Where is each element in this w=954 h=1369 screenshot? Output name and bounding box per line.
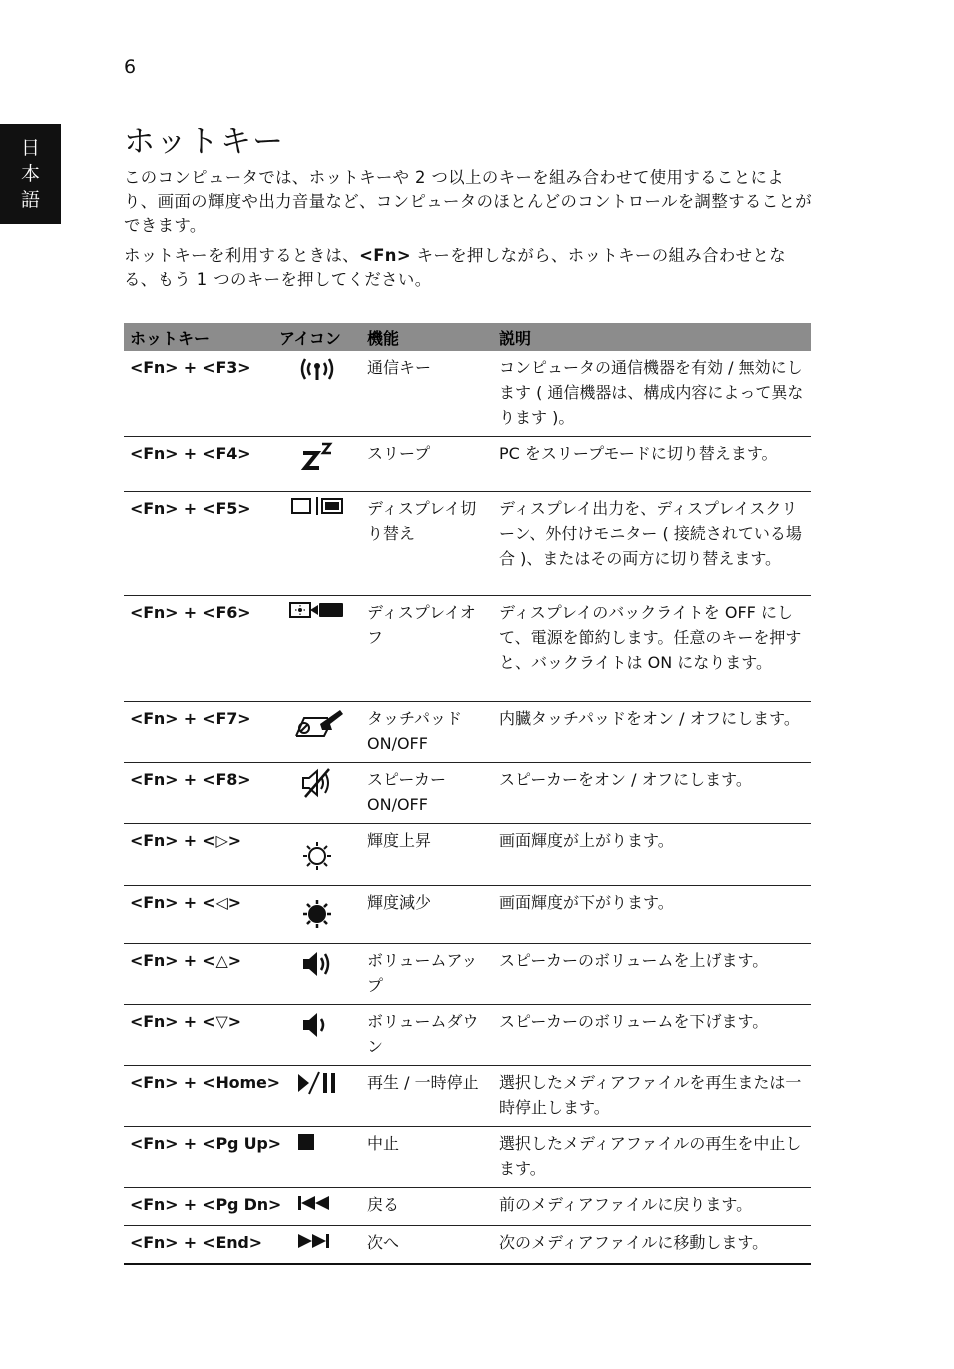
icon-cell: [273, 702, 361, 763]
description-cell: ディスプレイのバックライトを OFF にして、電源を節約します。任意のキーを押すと、バックライトは ON になります。: [493, 596, 811, 702]
usage-text-start: ホットキーを利用するときは、: [124, 246, 360, 265]
hotkey-cell: <Fn> + <F5>: [124, 492, 273, 596]
table-row: [124, 763, 811, 824]
function-cell: スピーカー ON/OFF: [361, 763, 493, 824]
icon-cell: [273, 1066, 361, 1127]
hotkey-cell: <Fn> + <F6>: [124, 596, 273, 702]
display-off-icon: [288, 600, 346, 620]
hotkey-cell: <Fn> + <End>: [124, 1226, 273, 1265]
header-function: 機能: [361, 323, 493, 351]
function-cell: ディスプレイオフ: [361, 596, 493, 702]
language-tab-char: 語: [20, 189, 40, 211]
hotkey-cell: <Fn> + <F7>: [124, 702, 273, 763]
hotkey-cell: <Fn> + <Home>: [124, 1066, 273, 1127]
hotkey-cell: <Fn> + <Pg Dn>: [124, 1188, 273, 1226]
icon-cell: [273, 437, 361, 492]
brightness-down-icon: [301, 898, 333, 930]
table-row: [124, 702, 811, 763]
table-row: [124, 351, 811, 437]
description-cell: スピーカーのボリュームを上げます。: [493, 944, 811, 1005]
fn-key-label: <Fn>: [359, 246, 412, 265]
icon-cell: [273, 1226, 361, 1265]
previous-track-icon: [295, 1194, 339, 1212]
function-cell: 中止: [361, 1127, 493, 1188]
function-cell: 通信キー: [361, 351, 493, 437]
function-cell: ボリュームダウン: [361, 1005, 493, 1066]
hotkey-cell: <Fn> + <◁>: [124, 886, 273, 944]
function-cell: タッチパッド ON/OFF: [361, 702, 493, 763]
hotkey-cell: <Fn> + <△>: [124, 944, 273, 1005]
hotkey-cell: <Fn> + <F8>: [124, 763, 273, 824]
intro-paragraph: このコンピュータでは、ホットキーや 2 つ以上のキーを組み合わせて使用することにより、画面の輝度や出力音量など、コンピュータのほとんどのコントロールを調整することができます。: [124, 168, 813, 235]
hotkey-cell: <Fn> + <▽>: [124, 1005, 273, 1066]
stop-icon: [295, 1131, 339, 1153]
table-row: [124, 1127, 811, 1188]
usage-text-end: キーを押しながら、ホットキーの組み合わせとなる、もう 1 つのキーを押してください。: [124, 246, 787, 289]
function-cell: 戻る: [361, 1188, 493, 1226]
table-row: [124, 596, 811, 702]
table-row: [124, 824, 811, 886]
function-cell: 輝度減少: [361, 886, 493, 944]
function-cell: 輝度上昇: [361, 824, 493, 886]
display-toggle-icon: [290, 496, 344, 516]
icon-cell: [273, 824, 361, 886]
hotkey-cell: <Fn> + <▷>: [124, 824, 273, 886]
description-cell: 次のメディアファイルに移動します。: [493, 1226, 811, 1265]
header-hotkey: ホットキー: [124, 323, 273, 351]
icon-cell: [273, 1188, 361, 1226]
description-cell: 前のメディアファイルに戻ります。: [493, 1188, 811, 1226]
icon-cell: [273, 944, 361, 1005]
next-track-icon: [295, 1232, 339, 1250]
hotkey-cell: <Fn> + <F3>: [124, 351, 273, 437]
function-cell: スリープ: [361, 437, 493, 492]
function-cell: 再生 / 一時停止: [361, 1066, 493, 1127]
icon-cell: [273, 351, 361, 437]
function-cell: ディスプレイ切り替え: [361, 492, 493, 596]
hotkey-cell: <Fn> + <F4>: [124, 437, 273, 492]
page-title: ホットキー: [124, 124, 284, 160]
header-icon: アイコン: [273, 323, 361, 351]
speaker-toggle-icon: [299, 767, 335, 799]
volume-up-icon: [299, 948, 335, 980]
brightness-up-icon: [301, 840, 333, 872]
touchpad-toggle-icon: [290, 706, 344, 738]
table-row: [124, 944, 811, 1005]
icon-cell: [273, 1005, 361, 1066]
language-tab: [0, 124, 61, 224]
table-row: [124, 1226, 811, 1265]
table-row: [124, 1188, 811, 1226]
table-row: [124, 886, 811, 944]
description-cell: 画面輝度が下がります。: [493, 886, 811, 944]
description-cell: PC をスリープモードに切り替えます。: [493, 437, 811, 492]
sleep-icon: [300, 441, 334, 471]
wireless-icon: [297, 355, 337, 383]
page-number: 6: [124, 56, 137, 78]
hotkey-table: [124, 323, 811, 1265]
usage-paragraph: [124, 244, 814, 292]
play-pause-icon: [295, 1070, 339, 1096]
icon-cell: [273, 492, 361, 596]
header-description: 説明: [493, 323, 811, 351]
icon-cell: [273, 596, 361, 702]
description-cell: 画面輝度が上がります。: [493, 824, 811, 886]
language-tab-char: 日: [20, 137, 40, 159]
language-tab-char: 本: [20, 163, 40, 185]
icon-cell: [273, 763, 361, 824]
table-row: [124, 492, 811, 596]
function-cell: 次へ: [361, 1226, 493, 1265]
description-cell: コンピュータの通信機器を有効 / 無効にします ( 通信機器は、構成内容によって異なります )。: [493, 351, 811, 437]
icon-cell: [273, 886, 361, 944]
function-cell: ボリュームアップ: [361, 944, 493, 1005]
table-row: [124, 437, 811, 492]
description-cell: スピーカーをオン / オフにします。: [493, 763, 811, 824]
description-cell: 選択したメディアファイルを再生または一時停止します。: [493, 1066, 811, 1127]
table-row: [124, 1066, 811, 1127]
table-header-row: [124, 323, 811, 351]
table-row: [124, 1005, 811, 1066]
description-cell: 選択したメディアファイルの再生を中止します。: [493, 1127, 811, 1188]
description-cell: ディスプレイ出力を、ディスプレイスクリーン、外付けモニター ( 接続されている場合 )、またはその両方に切り替えます。: [493, 492, 811, 596]
description-cell: 内臓タッチパッドをオン / オフにします。: [493, 702, 811, 763]
volume-down-icon: [299, 1009, 335, 1041]
icon-cell: [273, 1127, 361, 1188]
description-cell: スピーカーのボリュームを下げます。: [493, 1005, 811, 1066]
hotkey-cell: <Fn> + <Pg Up>: [124, 1127, 273, 1188]
